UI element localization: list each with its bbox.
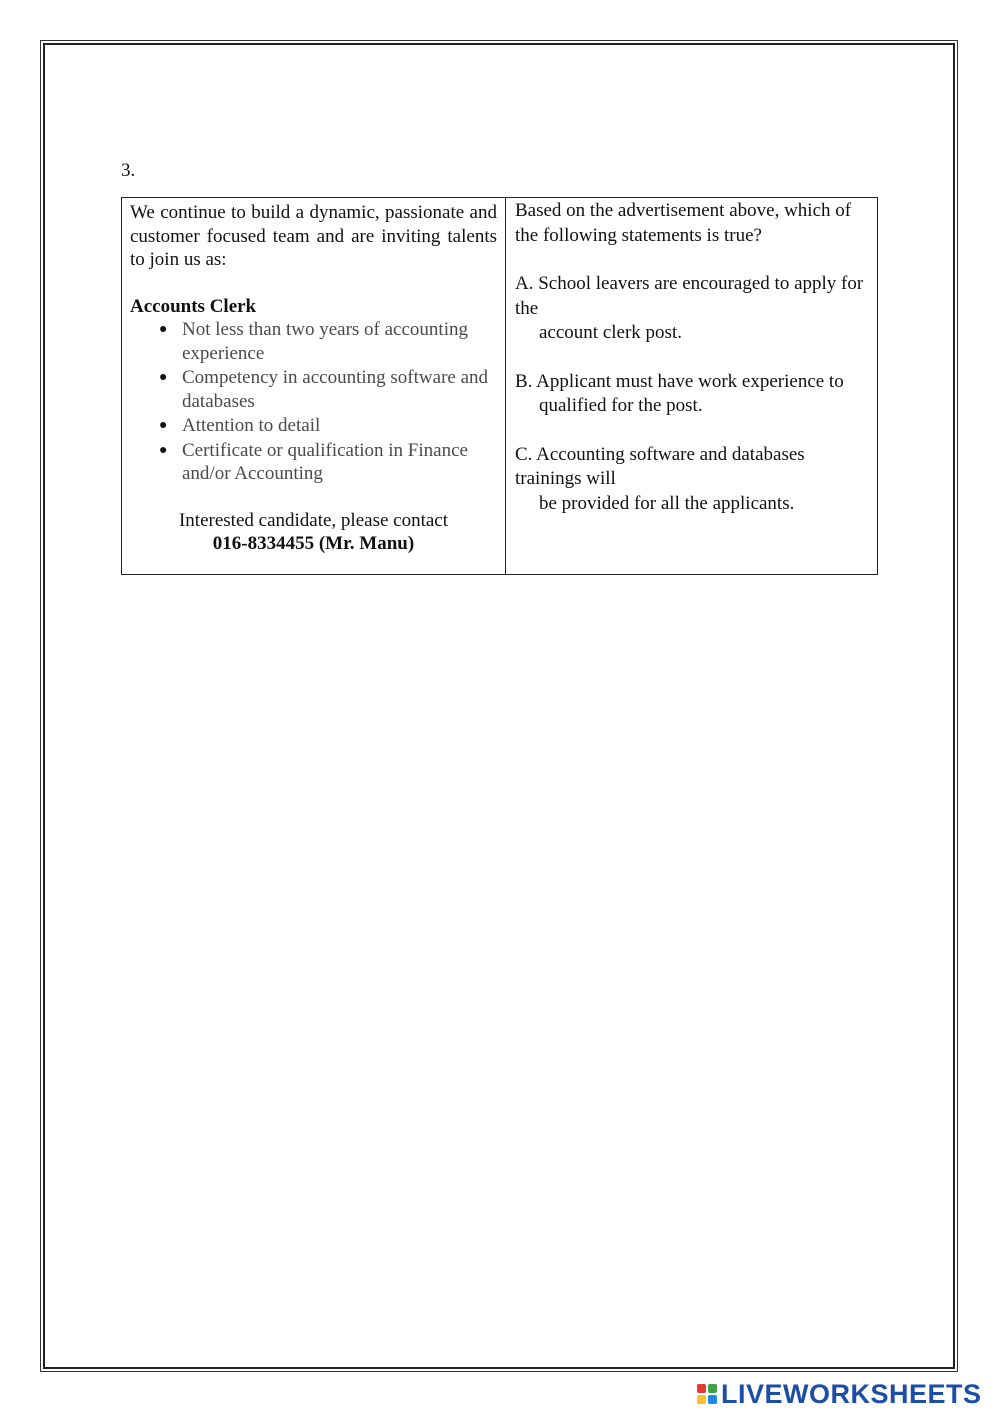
advertisement-intro: We continue to build a dynamic, passionate and customer focused team and are inviting talents to join us as: (130, 202, 497, 270)
option-a[interactable] (515, 272, 871, 346)
liveworksheets-logo-text: LIVEWORKSHEETS (721, 1378, 982, 1409)
contact-phone: 016-8334455 (Mr. Manu) (212, 533, 415, 554)
bullet-icon: ● (159, 322, 168, 337)
logo-square (697, 1395, 706, 1404)
option-c[interactable] (515, 443, 871, 517)
option-b-text: B. Applicant must have work experience to (515, 370, 844, 392)
question-prompt: Based on the advertisement above, which of the following statements is true? (515, 200, 852, 246)
liveworksheets-logo (697, 1379, 982, 1409)
liveworksheets-logo-icon (697, 1384, 717, 1404)
requirement-item: ● Certificate or qualification in Finance and/or Accounting (159, 439, 468, 484)
logo-square (697, 1384, 706, 1393)
option-c-continuation: be provided for all the applicants. (539, 492, 795, 514)
option-a-text: A. School leavers are encouraged to apply for the (515, 273, 864, 319)
option-a-continuation: account clerk post. (539, 322, 682, 343)
bullet-icon: ● (159, 418, 168, 433)
requirements-list (130, 318, 497, 486)
question-cell (506, 198, 877, 574)
contact-line: Interested candidate, please contact (178, 509, 449, 531)
requirement-item: ● Attention to detail (159, 415, 321, 436)
option-b[interactable] (515, 370, 871, 419)
logo-square (708, 1395, 717, 1404)
advertisement-cell (122, 198, 506, 574)
bullet-icon: ● (159, 442, 168, 458)
requirement-item: ● Not less than two years of accounting experience (159, 319, 468, 364)
option-b-continuation: qualified for the post. (539, 395, 703, 416)
option-c-text: C. Accounting software and databases trainings will (515, 443, 805, 489)
question-number: 3. (121, 160, 136, 181)
question-table (121, 197, 878, 575)
job-title: Accounts Clerk (130, 295, 257, 317)
requirement-item: ● Competency in accounting software and databases (159, 367, 489, 412)
bullet-icon: ● (159, 370, 168, 385)
logo-square (708, 1384, 717, 1393)
